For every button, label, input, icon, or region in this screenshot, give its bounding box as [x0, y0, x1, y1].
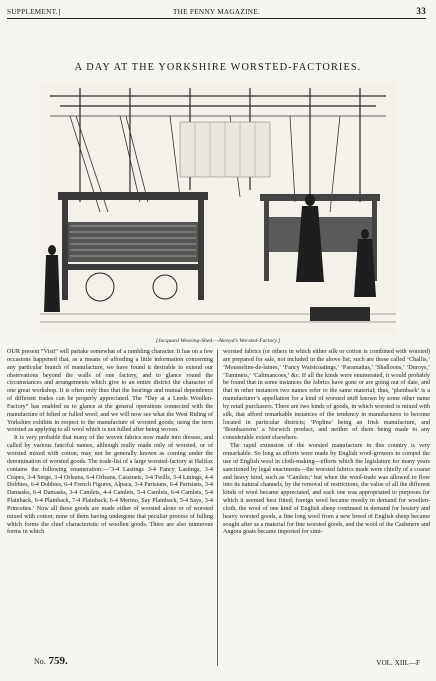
page-number: 33 — [416, 6, 426, 16]
right-paragraph-2: The rapid extension of the worsted manufacture in this country is very remarkable. So long as efforts were made by English wool-growers to compel the use of English wool in cloth-making—efforts which the legislature for many years sanctioned by legal enactments—the worsted fabrics made were chiefly of a coarse and heavy kind, such as ‘Camlets;’ but when the wool-trade was allowed to flow into its natural channels, by the removal of restrictions, the value of all the different kinds of wool became appreciated, and each one was appropriated to purposes for which it seemed best fitted; foreign wool became mostly in demand for woollen-cloth, the wool of one kind of English sheep continued in demand for hosiery and heavy worsted goods, a fine long wool from a new breed of English sheep became sought after as a material for fine worsted goods, and the wool of the Cashmere and Angora goats became imported for simi- — [223, 443, 430, 536]
right-paragraph-1: worsted fabrics (or others in which either silk or cotton is combined with worsted) are prepared for sale, not included in the above list; such are those called ‘Challis,’ ‘Mousseline-de-laines,’ ‘Fancy Waistcoatings,’ ‘Paramattas,’ ‘Shalloons,’ ‘Duroys,’ ‘Taminets,’ ‘Calimancoes,’ &c. If all the kinds were enumerated, it would probably be found that in some instances the fabrics have gone or are going out of date, and that in other instances two names refer to the same material; thus, ‘plainback’ is a manufacturer’s appellation for a kind of worsted stuff known by some other name by retail purchasers. There are two kinds of goods, in which worsted is mixed with silk, that afford remarkable instances of the tendency in manufactures to become located in particular districts; ‘Poplins’ being an Irish manufacture, and ‘Bombazeens’ a Norwich product, and neither of them being made to any considerable extent elsewhere. — [223, 349, 430, 442]
article-title: A DAY AT THE YORKSHIRE WORSTED-FACTORIES. — [74, 62, 362, 73]
left-paragraph-1: OUR present “Visit” will partake somewhat of a rambling character. It has on a few occasions happened that, as a means of affording a little information concerning any particular branch of manufacture, we have found it desirable to extend our observations beyond the walls of one factory, and to glance round the circumstances and arrangements which give to an entire district the character of one great workshop. It is often only thus that the bearings and mutual dependence of different trades can be properly appreciated. The “Day at a Leeds Woollen-Factory” has enabled us to glance at the general operations connected with the manufacture of felted or fulled wool; and we will now see what the West Riding of Yorkshire exhibits in respect to the manufacture of worsted goods; using the term worsted as applying to all wool which is not fulled after being woven. — [7, 349, 213, 434]
magazine-title: THE PENNY MAGAZINE. — [172, 8, 261, 16]
left-paragraph-2: It is very probable that many of the woven fabrics now made into dresses, and called by various fanciful names, although really made only of worsted, or of worsted mixed with cotton, may not be generally known as coming under the denomination of worsted goods. The trade-list of a large worsted-factory at Halifax contains the following enumeration:—‘3-4 Lastings 3-4 Fancy Lastings, 3-4 Crapes, 3-4 Serge, 3-4 Orleans, 6-4 Orleans, Cassinets, 3-4 Twills, 3-4 Linings, 4-4 Dobbies, 6-4 Dobbies, 6-4 French Figures, Alpaca, 3-4 Parisians, 6-4 Parisians, 3-4 Damasks, 6-4 Damasks, 3-4 Camlets, 4-4 Camlets, 5-4 Camlets, 6-4 Camlets, 5-4 Plainback, 6-4 Plainback, 7-4 Plainback, 6-4 Merino, Say Plainback, 5-4 Says, 3-4 Princettes.’ Now all these goods are made either of worsted alone or of worsted mixed with cotton; none of them having undergone that peculiar process of fulling which forms the chief characteristic of woollen goods. There are also numerous forms in which — [7, 435, 213, 536]
issue-number-value: 759. — [48, 655, 68, 667]
supplement-label: SUPPLEMENT.] — [7, 8, 61, 16]
volume-label: VOL. XIII.—F — [376, 659, 420, 667]
illustration-caption: [Jacquard Weaving-Shed.—Akroyd's Worsted-Factory.] — [155, 338, 281, 344]
issue-number-prefix: No. — [34, 657, 46, 666]
column-divider — [217, 350, 218, 666]
right-column — [223, 349, 430, 537]
left-column — [7, 349, 213, 537]
weaving-shed-illustration — [40, 82, 396, 334]
issue-number — [34, 655, 68, 667]
header-rule — [7, 18, 426, 19]
